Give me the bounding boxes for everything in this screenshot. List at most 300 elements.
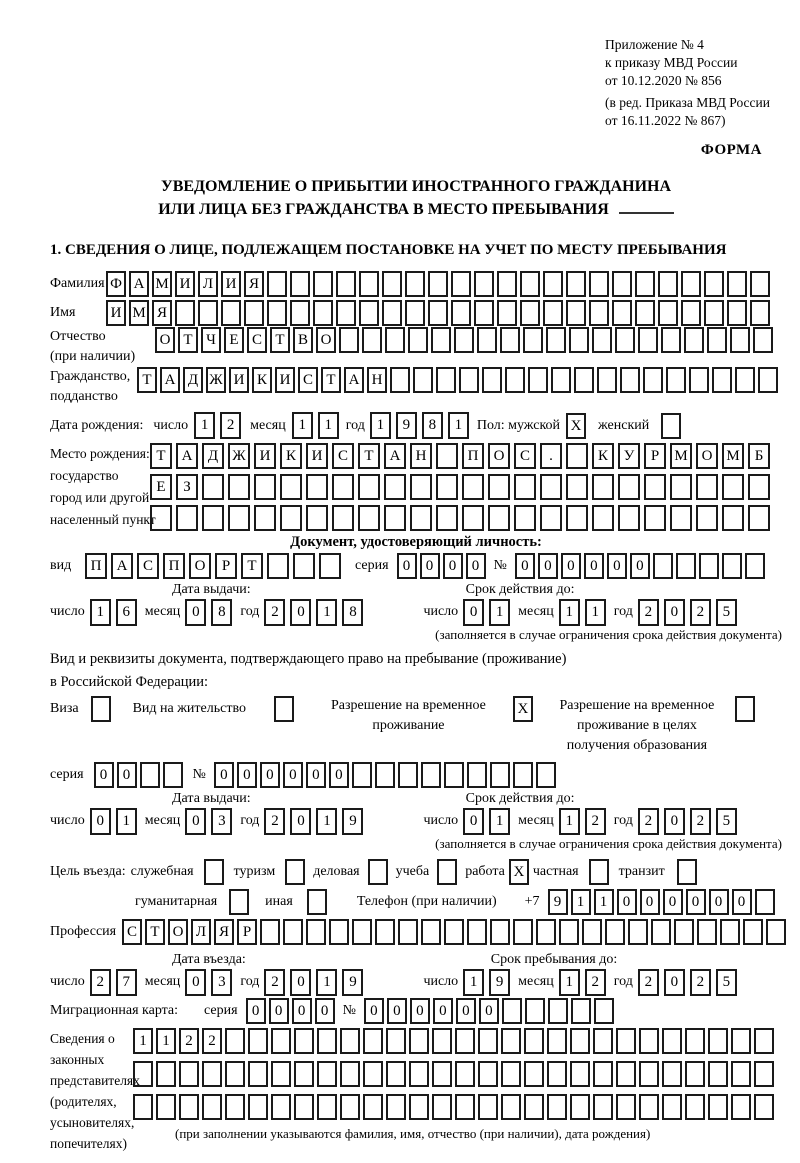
char-cell[interactable]: Т [241, 553, 263, 579]
char-cell[interactable]: Р [644, 443, 666, 469]
char-cell[interactable]: И [229, 367, 249, 393]
char-cell[interactable] [704, 300, 724, 326]
char-cell[interactable] [618, 474, 640, 500]
char-cell[interactable]: 2 [90, 969, 111, 996]
char-cell[interactable] [727, 271, 747, 297]
char-cell[interactable]: 1 [156, 1028, 176, 1054]
char-cell[interactable]: . [540, 443, 562, 469]
char-cell[interactable] [661, 413, 681, 439]
char-cell[interactable]: 3 [211, 808, 232, 835]
char-cell[interactable] [352, 919, 372, 945]
char-cell[interactable]: 0 [664, 808, 685, 835]
char-cell[interactable]: Е [150, 474, 172, 500]
char-cell[interactable]: 0 [410, 998, 430, 1024]
char-cell[interactable] [615, 327, 635, 353]
char-cell[interactable] [597, 367, 617, 393]
birthplace-cells-row3[interactable] [150, 505, 770, 531]
char-cell[interactable] [520, 271, 540, 297]
char-cell[interactable] [540, 505, 562, 531]
char-cell[interactable] [735, 367, 755, 393]
char-cell[interactable] [474, 271, 494, 297]
char-cell[interactable] [589, 300, 609, 326]
char-cell[interactable] [685, 1094, 705, 1120]
char-cell[interactable] [386, 1028, 406, 1054]
char-cell[interactable]: 1 [90, 599, 111, 626]
char-cell[interactable] [592, 474, 614, 500]
char-cell[interactable]: 0 [663, 889, 683, 915]
char-cell[interactable] [336, 300, 356, 326]
char-cell[interactable]: 5 [716, 599, 737, 626]
char-cell[interactable]: 2 [638, 599, 659, 626]
representatives-cells-row2[interactable] [133, 1061, 774, 1087]
char-cell[interactable]: 0 [237, 762, 257, 788]
char-cell[interactable] [340, 1061, 360, 1087]
char-cell[interactable] [748, 505, 770, 531]
char-cell[interactable]: 9 [489, 969, 510, 996]
char-cell[interactable] [593, 1061, 613, 1087]
char-cell[interactable] [375, 919, 395, 945]
char-cell[interactable]: 1 [133, 1028, 153, 1054]
char-cell[interactable] [362, 327, 382, 353]
char-cell[interactable] [386, 1061, 406, 1087]
char-cell[interactable] [513, 919, 533, 945]
patronymic-cells[interactable] [155, 327, 773, 353]
char-cell[interactable]: 0 [185, 969, 206, 996]
char-cell[interactable]: 0 [463, 808, 484, 835]
char-cell[interactable]: 2 [638, 969, 659, 996]
char-cell[interactable] [294, 1094, 314, 1120]
char-cell[interactable] [754, 1028, 774, 1054]
char-cell[interactable] [620, 367, 640, 393]
char-cell[interactable] [477, 327, 497, 353]
char-cell[interactable] [505, 367, 525, 393]
char-cell[interactable]: Т [137, 367, 157, 393]
char-cell[interactable] [133, 1094, 153, 1120]
doc-kind-cells[interactable] [85, 553, 341, 579]
char-cell[interactable] [150, 505, 172, 531]
char-cell[interactable] [248, 1028, 268, 1054]
char-cell[interactable]: 9 [396, 412, 417, 439]
char-cell[interactable]: 0 [686, 889, 706, 915]
char-cell[interactable] [523, 327, 543, 353]
char-cell[interactable]: 2 [585, 969, 606, 996]
char-cell[interactable]: Т [150, 443, 172, 469]
char-cell[interactable] [755, 889, 775, 915]
char-cell[interactable] [340, 1028, 360, 1054]
char-cell[interactable]: 0 [260, 762, 280, 788]
char-cell[interactable] [525, 998, 545, 1024]
char-cell[interactable]: Р [215, 553, 237, 579]
char-cell[interactable] [582, 919, 602, 945]
char-cell[interactable] [267, 300, 287, 326]
char-cell[interactable]: 0 [630, 553, 650, 579]
char-cell[interactable] [635, 271, 655, 297]
char-cell[interactable] [294, 1061, 314, 1087]
char-cell[interactable] [202, 474, 224, 500]
char-cell[interactable] [283, 919, 303, 945]
char-cell[interactable]: 0 [185, 599, 206, 626]
char-cell[interactable] [569, 327, 589, 353]
char-cell[interactable] [707, 327, 727, 353]
entry-year-cells[interactable] [264, 969, 363, 996]
representatives-cells-row1[interactable] [133, 1028, 774, 1054]
char-cell[interactable]: 0 [246, 998, 266, 1024]
char-cell[interactable] [382, 300, 402, 326]
char-cell[interactable] [589, 859, 609, 885]
char-cell[interactable]: Т [321, 367, 341, 393]
char-cell[interactable] [271, 1028, 291, 1054]
char-cell[interactable]: А [384, 443, 406, 469]
char-cell[interactable]: 1 [316, 969, 337, 996]
char-cell[interactable] [431, 327, 451, 353]
char-cell[interactable] [202, 1094, 222, 1120]
char-cell[interactable]: Т [358, 443, 380, 469]
char-cell[interactable] [271, 1061, 291, 1087]
char-cell[interactable]: 7 [116, 969, 137, 996]
char-cell[interactable] [248, 1061, 268, 1087]
char-cell[interactable] [566, 300, 586, 326]
char-cell[interactable]: 0 [364, 998, 384, 1024]
sex-female-checkbox[interactable] [661, 413, 681, 439]
char-cell[interactable] [612, 271, 632, 297]
char-cell[interactable]: 0 [433, 998, 453, 1024]
char-cell[interactable] [455, 1094, 475, 1120]
char-cell[interactable]: 1 [316, 599, 337, 626]
char-cell[interactable] [662, 1061, 682, 1087]
char-cell[interactable]: С [137, 553, 159, 579]
char-cell[interactable]: Т [145, 919, 165, 945]
char-cell[interactable]: 1 [292, 412, 313, 439]
char-cell[interactable] [639, 1028, 659, 1054]
char-cell[interactable] [254, 505, 276, 531]
char-cell[interactable]: 2 [690, 808, 711, 835]
char-cell[interactable]: 0 [185, 808, 206, 835]
char-cell[interactable] [156, 1061, 176, 1087]
char-cell[interactable] [358, 474, 380, 500]
residence-number-cells[interactable] [214, 762, 556, 788]
char-cell[interactable]: 0 [466, 553, 486, 579]
char-cell[interactable] [455, 1061, 475, 1087]
until-day-cells[interactable] [463, 969, 510, 996]
char-cell[interactable]: 2 [264, 599, 285, 626]
char-cell[interactable]: 3 [211, 969, 232, 996]
char-cell[interactable] [358, 505, 380, 531]
char-cell[interactable]: И [106, 300, 126, 326]
char-cell[interactable] [421, 762, 441, 788]
char-cell[interactable] [228, 505, 250, 531]
entry-month-cells[interactable] [185, 969, 232, 996]
char-cell[interactable] [454, 327, 474, 353]
char-cell[interactable] [228, 474, 250, 500]
char-cell[interactable]: 0 [90, 808, 111, 835]
char-cell[interactable] [766, 919, 786, 945]
char-cell[interactable] [514, 505, 536, 531]
birthplace-cells-row1[interactable] [150, 443, 770, 469]
char-cell[interactable] [179, 1061, 199, 1087]
char-cell[interactable] [708, 1094, 728, 1120]
char-cell[interactable] [547, 1094, 567, 1120]
char-cell[interactable]: 0 [538, 553, 558, 579]
char-cell[interactable]: 1 [594, 889, 614, 915]
char-cell[interactable] [750, 300, 770, 326]
char-cell[interactable]: 0 [515, 553, 535, 579]
char-cell[interactable] [685, 1028, 705, 1054]
char-cell[interactable] [548, 998, 568, 1024]
visa-checkbox[interactable] [91, 696, 111, 722]
char-cell[interactable] [319, 553, 341, 579]
char-cell[interactable] [750, 271, 770, 297]
purpose-study-checkbox[interactable] [437, 859, 457, 885]
char-cell[interactable] [616, 1094, 636, 1120]
char-cell[interactable] [336, 271, 356, 297]
char-cell[interactable] [685, 1061, 705, 1087]
char-cell[interactable] [280, 474, 302, 500]
char-cell[interactable]: Я [152, 300, 172, 326]
res-valid-month-cells[interactable] [559, 808, 606, 835]
char-cell[interactable] [405, 300, 425, 326]
char-cell[interactable]: Ч [201, 327, 221, 353]
valid-month-cells[interactable] [559, 599, 606, 626]
purpose-work-checkbox[interactable] [509, 859, 529, 885]
char-cell[interactable]: X [509, 859, 529, 885]
char-cell[interactable] [635, 300, 655, 326]
char-cell[interactable] [133, 1061, 153, 1087]
char-cell[interactable]: И [275, 367, 295, 393]
char-cell[interactable] [612, 300, 632, 326]
char-cell[interactable] [221, 300, 241, 326]
purpose-tourism-checkbox[interactable] [285, 859, 305, 885]
char-cell[interactable]: 0 [664, 599, 685, 626]
char-cell[interactable]: Л [198, 271, 218, 297]
char-cell[interactable] [363, 1061, 383, 1087]
char-cell[interactable]: 0 [640, 889, 660, 915]
char-cell[interactable]: П [85, 553, 107, 579]
edu-residence-checkbox[interactable] [735, 696, 755, 722]
char-cell[interactable] [462, 505, 484, 531]
char-cell[interactable]: 0 [290, 969, 311, 996]
purpose-official-checkbox[interactable] [204, 859, 224, 885]
char-cell[interactable]: Т [270, 327, 290, 353]
char-cell[interactable] [735, 696, 755, 722]
char-cell[interactable] [317, 1061, 337, 1087]
until-year-cells[interactable] [638, 969, 737, 996]
char-cell[interactable] [363, 1028, 383, 1054]
char-cell[interactable]: 2 [690, 969, 711, 996]
char-cell[interactable] [225, 1094, 245, 1120]
char-cell[interactable] [408, 327, 428, 353]
char-cell[interactable] [708, 1061, 728, 1087]
char-cell[interactable] [748, 474, 770, 500]
char-cell[interactable] [202, 1061, 222, 1087]
char-cell[interactable] [592, 327, 612, 353]
char-cell[interactable] [307, 889, 327, 915]
char-cell[interactable]: И [306, 443, 328, 469]
char-cell[interactable] [536, 919, 556, 945]
char-cell[interactable] [285, 859, 305, 885]
char-cell[interactable] [317, 1028, 337, 1054]
birth-month-cells[interactable] [292, 412, 339, 439]
res-valid-day-cells[interactable] [463, 808, 510, 835]
char-cell[interactable] [359, 271, 379, 297]
char-cell[interactable]: А [176, 443, 198, 469]
char-cell[interactable]: М [722, 443, 744, 469]
char-cell[interactable]: И [175, 271, 195, 297]
char-cell[interactable] [254, 474, 276, 500]
char-cell[interactable] [409, 1094, 429, 1120]
sex-male-checkbox[interactable] [566, 413, 586, 439]
char-cell[interactable] [644, 505, 666, 531]
char-cell[interactable] [540, 474, 562, 500]
char-cell[interactable]: 2 [638, 808, 659, 835]
char-cell[interactable] [274, 696, 294, 722]
char-cell[interactable]: 0 [283, 762, 303, 788]
char-cell[interactable]: 1 [194, 412, 215, 439]
char-cell[interactable] [699, 553, 719, 579]
char-cell[interactable]: Ж [228, 443, 250, 469]
char-cell[interactable] [437, 859, 457, 885]
char-cell[interactable]: X [513, 696, 533, 722]
char-cell[interactable] [451, 271, 471, 297]
char-cell[interactable]: А [160, 367, 180, 393]
char-cell[interactable] [204, 859, 224, 885]
birthplace-cells-row2[interactable] [150, 474, 770, 500]
char-cell[interactable] [267, 271, 287, 297]
char-cell[interactable] [482, 367, 502, 393]
char-cell[interactable] [497, 300, 517, 326]
char-cell[interactable] [432, 1094, 452, 1120]
char-cell[interactable] [616, 1028, 636, 1054]
char-cell[interactable]: 1 [559, 599, 580, 626]
char-cell[interactable]: О [189, 553, 211, 579]
res-issue-month-cells[interactable] [185, 808, 232, 835]
char-cell[interactable]: С [298, 367, 318, 393]
char-cell[interactable] [339, 327, 359, 353]
char-cell[interactable] [451, 300, 471, 326]
char-cell[interactable] [712, 367, 732, 393]
char-cell[interactable]: М [152, 271, 172, 297]
char-cell[interactable]: Н [367, 367, 387, 393]
char-cell[interactable] [566, 474, 588, 500]
char-cell[interactable] [352, 762, 372, 788]
char-cell[interactable] [260, 919, 280, 945]
char-cell[interactable]: 0 [709, 889, 729, 915]
firstname-cells[interactable] [106, 300, 770, 326]
char-cell[interactable] [689, 367, 709, 393]
char-cell[interactable]: 0 [315, 998, 335, 1024]
valid-year-cells[interactable] [638, 599, 737, 626]
char-cell[interactable]: 1 [559, 808, 580, 835]
doc-number-cells[interactable] [515, 553, 765, 579]
purpose-other-checkbox[interactable] [307, 889, 327, 915]
char-cell[interactable] [697, 919, 717, 945]
char-cell[interactable] [753, 327, 773, 353]
char-cell[interactable] [410, 474, 432, 500]
char-cell[interactable] [432, 1061, 452, 1087]
char-cell[interactable] [359, 300, 379, 326]
migration-number-cells[interactable] [364, 998, 614, 1024]
char-cell[interactable] [91, 696, 111, 722]
char-cell[interactable]: 0 [397, 553, 417, 579]
char-cell[interactable] [638, 327, 658, 353]
char-cell[interactable] [696, 505, 718, 531]
char-cell[interactable] [681, 300, 701, 326]
char-cell[interactable]: О [696, 443, 718, 469]
char-cell[interactable]: О [316, 327, 336, 353]
char-cell[interactable] [409, 1028, 429, 1054]
char-cell[interactable]: 0 [420, 553, 440, 579]
char-cell[interactable]: М [129, 300, 149, 326]
char-cell[interactable] [428, 271, 448, 297]
char-cell[interactable] [501, 1094, 521, 1120]
birth-day-cells[interactable] [194, 412, 241, 439]
res-issue-day-cells[interactable] [90, 808, 137, 835]
char-cell[interactable]: 1 [571, 889, 591, 915]
char-cell[interactable]: К [592, 443, 614, 469]
char-cell[interactable] [643, 367, 663, 393]
char-cell[interactable] [156, 1094, 176, 1120]
char-cell[interactable]: Я [244, 271, 264, 297]
char-cell[interactable] [570, 1028, 590, 1054]
purpose-business-checkbox[interactable] [368, 859, 388, 885]
char-cell[interactable] [390, 367, 410, 393]
char-cell[interactable]: 1 [116, 808, 137, 835]
char-cell[interactable] [225, 1061, 245, 1087]
char-cell[interactable]: К [252, 367, 272, 393]
char-cell[interactable] [570, 1094, 590, 1120]
char-cell[interactable]: 2 [220, 412, 241, 439]
char-cell[interactable]: И [254, 443, 276, 469]
purpose-private-checkbox[interactable] [589, 859, 609, 885]
birth-year-cells[interactable] [370, 412, 469, 439]
char-cell[interactable] [368, 859, 388, 885]
char-cell[interactable] [592, 505, 614, 531]
char-cell[interactable]: 8 [342, 599, 363, 626]
char-cell[interactable] [382, 271, 402, 297]
char-cell[interactable]: X [566, 413, 586, 439]
char-cell[interactable] [754, 1094, 774, 1120]
char-cell[interactable] [229, 889, 249, 915]
char-cell[interactable]: 0 [306, 762, 326, 788]
res-issue-year-cells[interactable] [264, 808, 363, 835]
char-cell[interactable]: 1 [559, 969, 580, 996]
migration-series-cells[interactable] [246, 998, 335, 1024]
char-cell[interactable] [566, 271, 586, 297]
char-cell[interactable] [754, 1061, 774, 1087]
char-cell[interactable] [684, 327, 704, 353]
char-cell[interactable] [490, 919, 510, 945]
issue-day-cells[interactable] [90, 599, 137, 626]
char-cell[interactable] [436, 474, 458, 500]
char-cell[interactable] [385, 327, 405, 353]
char-cell[interactable]: Б [748, 443, 770, 469]
char-cell[interactable]: 0 [463, 599, 484, 626]
char-cell[interactable]: С [332, 443, 354, 469]
char-cell[interactable]: Д [202, 443, 224, 469]
char-cell[interactable] [290, 300, 310, 326]
char-cell[interactable]: 1 [448, 412, 469, 439]
char-cell[interactable]: 2 [202, 1028, 222, 1054]
char-cell[interactable] [727, 300, 747, 326]
purpose-humanitarian-checkbox[interactable] [229, 889, 249, 915]
char-cell[interactable]: К [280, 443, 302, 469]
char-cell[interactable] [410, 505, 432, 531]
surname-cells[interactable] [106, 271, 770, 297]
char-cell[interactable]: А [111, 553, 133, 579]
char-cell[interactable] [677, 859, 697, 885]
char-cell[interactable] [520, 300, 540, 326]
char-cell[interactable] [363, 1094, 383, 1120]
char-cell[interactable]: С [514, 443, 536, 469]
